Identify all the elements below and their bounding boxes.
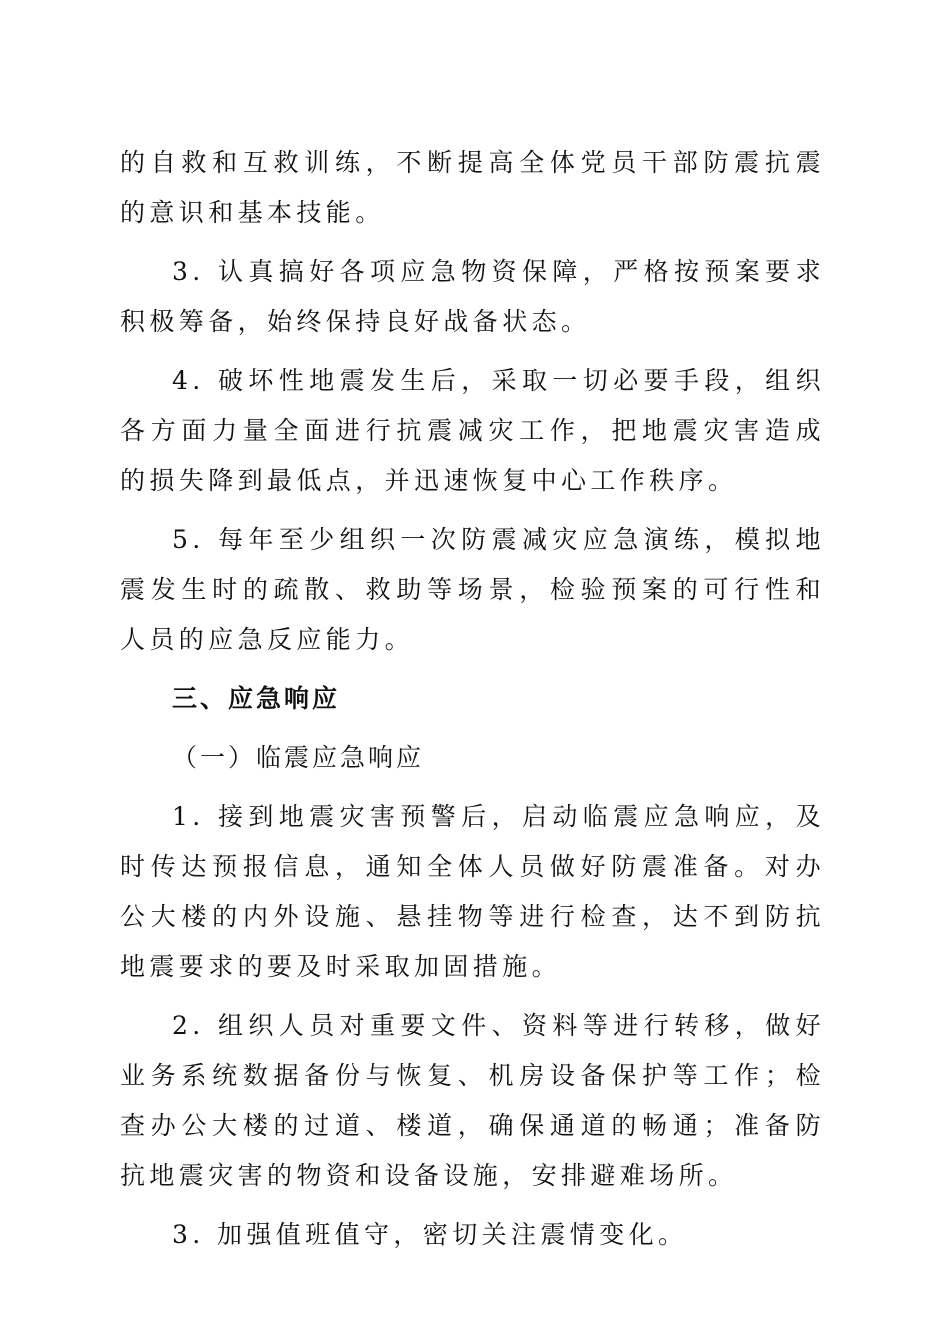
paragraph-continuation: 的自救和互救训练，不断提高全体党员干部防震抗震的意识和基本技能。 [120, 148, 825, 227]
subsection-heading: （一）临震应急响应 [172, 743, 425, 772]
paragraph-item-4: 4. 破坏性地震发生后，采取一切必要手段，组织各方面力量全面进行抗震减灾工作，把地震灾害造成的损失降到最低点，并迅速恢复中心工作秩序。 [120, 366, 825, 495]
response-item-3: 3. 加强值班值守，密切关注震情变化。 [172, 1220, 688, 1249]
response-item-2: 2. 组织人员对重要文件、资料等进行转移，做好业务系统数据备份与恢复、机房设备保护等工作；检查办公大楼的过道、楼道，确保通道的畅通；准备防抗地震灾害的物资和设备设施，安排避难场所。 [120, 1011, 825, 1190]
document-body [120, 138, 825, 1269]
paragraph-item-5: 5. 每年至少组织一次防震减灾应急演练，模拟地震发生时的疏散、救助等场景，检验预案的可行性和人员的应急反应能力。 [120, 525, 825, 654]
paragraph-item-3: 3. 认真搞好各项应急物资保障，严格按预案要求积极筹备，始终保持良好战备状态。 [120, 257, 825, 336]
response-item-1: 1. 接到地震灾害预警后，启动临震应急响应，及时传达预报信息，通知全体人员做好防震准备。对办公大楼的内外设施、悬挂物等进行检查，达不到防抗地震要求的要及时采取加固措施。 [120, 802, 825, 981]
section-heading: 三、应急响应 [172, 684, 341, 713]
